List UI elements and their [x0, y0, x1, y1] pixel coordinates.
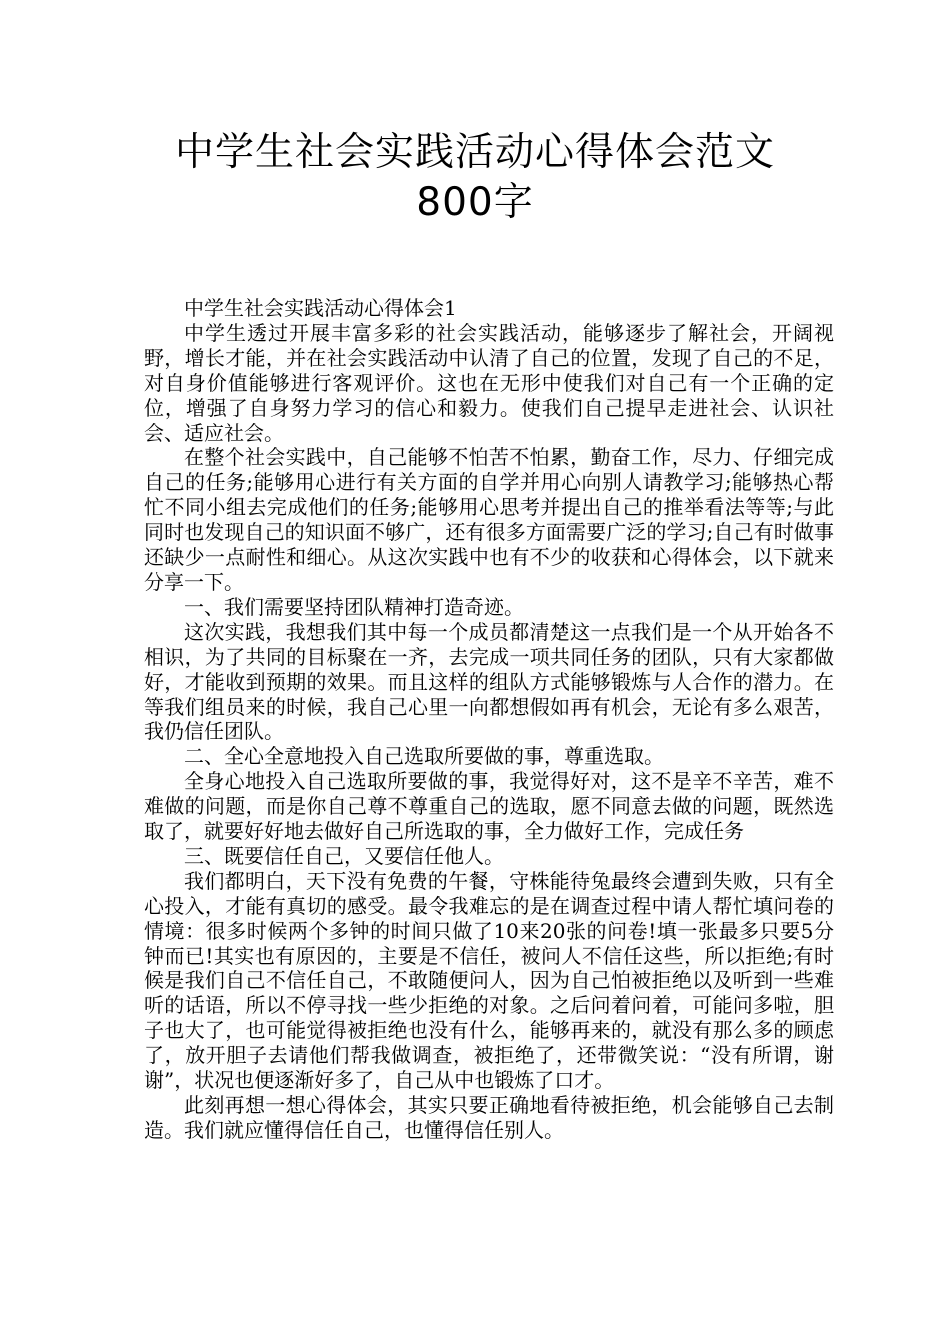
subsection-heading: 三、既要信任自己，又要信任他人。 — [184, 843, 504, 868]
document-body — [144, 296, 834, 1143]
subsection-heading: 二、全心全意地投入自己选取所要做的事，尊重选取。 — [184, 744, 664, 769]
section-heading: 中学生社会实践活动心得体会1 — [184, 296, 457, 320]
body-paragraph: 在整个社会实践中，自己能够不怕苦不怕累，勤奋工作，尽力、仔细完成自己的任务;能够用心进行有关方面的自学并用心向别人请教学习;能够热心帮忙不同小组去完成他们的任务;能够用心思考并提出自己的推举看法等等;与此同时也发现自己的知识面不够广，还有很多方面需要广泛的学习;自己有时做事还缺少一点耐性和细心。从这次实践中也有不少的收获和心得体会，以下就来分享一下。 — [144, 445, 834, 594]
document-title: 中学生社会实践活动心得体会范文800字 — [174, 130, 775, 225]
body-paragraph: 全身心地投入自己选取所要做的事，我觉得好对，这不是辛不辛苦，难不难做的问题，而是你自己尊不尊重自己的选取，愿不同意去做的问题，既然选取了，就要好好地去做好自己所选取的事，全力做好工作，完成任务 — [144, 769, 834, 844]
body-paragraph: 这次实践，我想我们其中每一个成员都清楚这一点我们是一个从开始各不相识，为了共同的目标聚在一齐，去完成一项共同任务的团队，只有大家都做好，才能收到预期的效果。而且这样的组队方式能够锻炼与人合作的潜力。在等我们组员来的时候，我自己心里一向都想假如再有机会，无论有多么艰苦，我仍信任团队。 — [144, 619, 834, 744]
subsection-heading: 一、我们需要坚持团队精神打造奇迹。 — [184, 594, 524, 619]
body-paragraph: 我们都明白，天下没有免费的午餐，守株能待兔最终会遭到失败，只有全心投入，才能有真切的感受。最令我难忘的是在调查过程中请人帮忙填问卷的情境：很多时候两个多钟的时间只做了10来20张的问卷!填一张最多只要5分钟而已!其实也有原因的，主要是不信任，被问人不信任这些，所以拒绝;有时候是我们自己不信任自己，不敢随便问人，因为自己怕被拒绝以及听到一些难听的话语，所以不停寻找一些少拒绝的对象。之后问着问着，可能问多啦，胆子也大了，也可能觉得被拒绝也没有什么，能够再来的，就没有那么多的顾虑了，放开胆子去请他们帮我做调查，被拒绝了，还带微笑说：“没有所谓，谢谢”，状况也便逐渐好多了，自己从中也锻炼了口才。 — [144, 868, 834, 1093]
body-paragraph: 中学生透过开展丰富多彩的社会实践活动，能够逐步了解社会，开阔视野，增长才能，并在社会实践活动中认清了自己的位置，发现了自己的不足，对自身价值能够进行客观评价。这也在无形中使我们对自己有一个正确的定位，增强了自身努力学习的信心和毅力。使我们自己提早走进社会、认识社会、适应社会。 — [144, 320, 834, 445]
body-paragraph: 此刻再想一想心得体会，其实只要正确地看待被拒绝，机会能够自己去制造。我们就应懂得信任自己，也懂得信任别人。 — [144, 1093, 834, 1142]
